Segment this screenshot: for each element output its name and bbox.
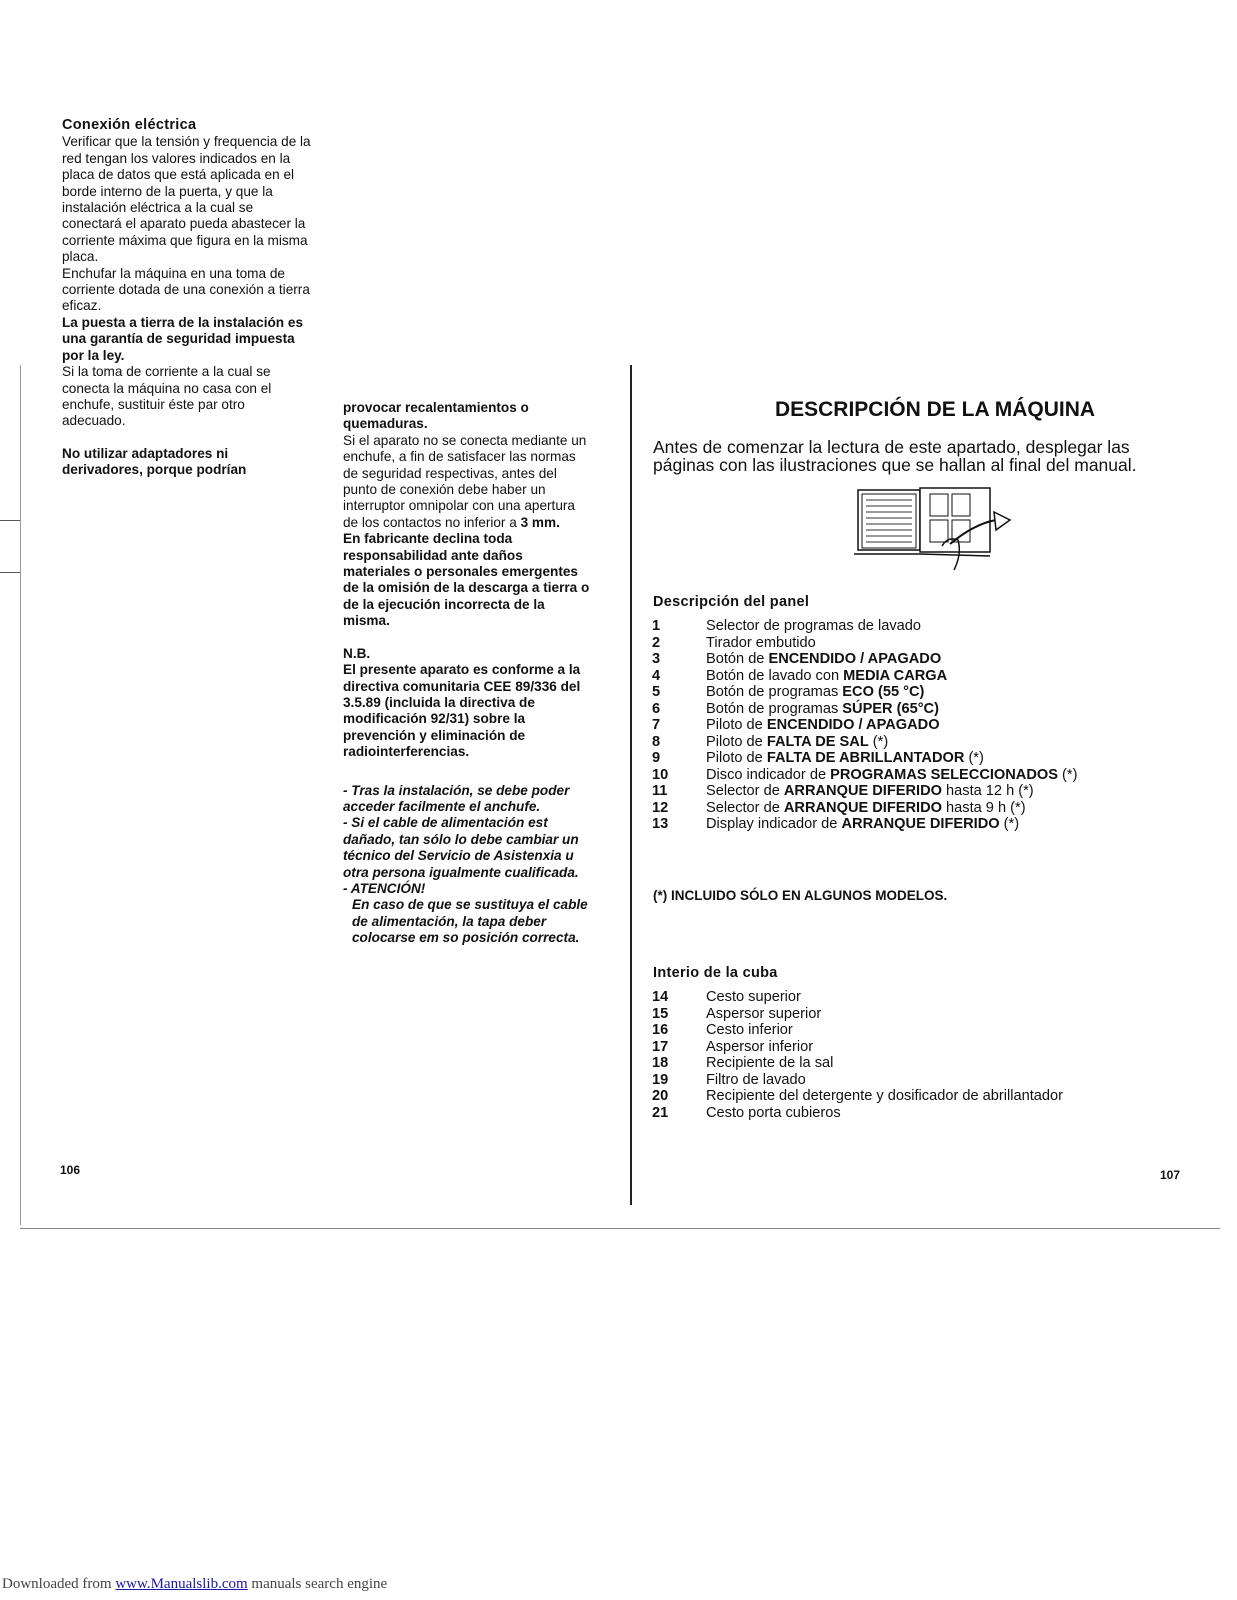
paragraph: Verificar que la tensión y frequencia de la red tengan los valores indicados en la placa de datos que está aplicada en el borde interno de la puerta, y que la instalación eléctrica a la cual se conectará el aparato pueda abastecer la corriente máxima que figura en la misma placa. (62, 134, 311, 265)
manualslib-link[interactable]: www.Manualslib.com (115, 1576, 248, 1592)
section-heading: Conexión eléctrica (62, 117, 197, 133)
download-footer (2, 1576, 387, 1593)
page-number-left: 106 (60, 1163, 81, 1177)
footer-suffix: manuals search engine (247, 1576, 388, 1592)
bold-paragraph: La puesta a tierra de la instalación es una garantía de seguridad impuesta por la ley. (62, 314, 304, 363)
nb-text: El presente aparato es conforme a la directiva comunitaria CEE 89/336 del 3.5.89 (incluida la directiva de modificación 92/31) sobre la prevención y eliminación de radiointerferencias. (343, 662, 581, 760)
bold-paragraph: En fabricante declina toda responsabilidad ante daños materiales o personales emergentes de la omisión de la descarga a tierra o de la ejecución incorrecta de la misma. (343, 531, 590, 629)
panel-heading: Descripción del panel (653, 594, 810, 610)
bold-paragraph: provocar recalentamientos o quemaduras. (343, 400, 529, 432)
center-fold-line (630, 365, 632, 1205)
left-edge-mark (0, 572, 20, 573)
electrical-connection-column (62, 117, 312, 479)
footer-prefix: Downloaded from (2, 1576, 116, 1592)
nb-title: N.B. (343, 645, 371, 661)
intro-text: Antes de comenzar la lectura de este apartado, desplegar las páginas con las ilustraciones que se hallan al final del manual. (653, 437, 1137, 475)
bold-value: 3 mm. (520, 514, 560, 530)
left-margin-line (20, 365, 21, 1225)
footnote: (*) INCLUIDO SÓLO EN ALGUNOS MODELOS. (653, 888, 948, 903)
paragraph: Si la toma de corriente a la cual se conecta la máquina no casa con el enchufe, sustituir éste par otro adecuado. (62, 364, 272, 429)
bold-paragraph: No utilizar adaptadores ni derivadores, porque podrían (62, 445, 247, 478)
page-title: DESCRIPCIÓN DE LA MÁQUINA (774, 398, 1096, 421)
page-number-right: 107 (1160, 1168, 1181, 1182)
cuba-heading: Interio de la cuba (653, 965, 778, 981)
note-item: - ATENCIÓN! (343, 880, 426, 896)
paragraph (343, 433, 593, 531)
bottom-scan-line (20, 1228, 1220, 1229)
paragraph: Enchufar la máquina en una toma de corriente dotada de una conexión a tierra eficaz. (62, 265, 310, 314)
note-item: - Tras la instalación, se debe poder acceder facilmente el anchufe. (343, 782, 570, 814)
note-item: - Si el cable de alimentación est dañado, tan sólo lo debe cambiar un técnico del Servicio de Asistenxia u otra persona igualmente cualificada. (343, 815, 579, 880)
paragraph-text: Si el aparato no se conecta mediante un enchufe, a fin de satisfacer las normas de seguridad respectivas, antes del punto de conexión debe haber un interruptor omnipolar con una apertura de los contactos no inferior a (343, 432, 587, 530)
safety-notes-column (343, 400, 593, 947)
folded-manual-illustration-icon (854, 484, 1014, 576)
left-edge-mark (0, 520, 20, 521)
note-item: En caso de que se sustituya el cable de alimentación, la tapa deber colocarse em so posición correcta. (352, 897, 588, 946)
